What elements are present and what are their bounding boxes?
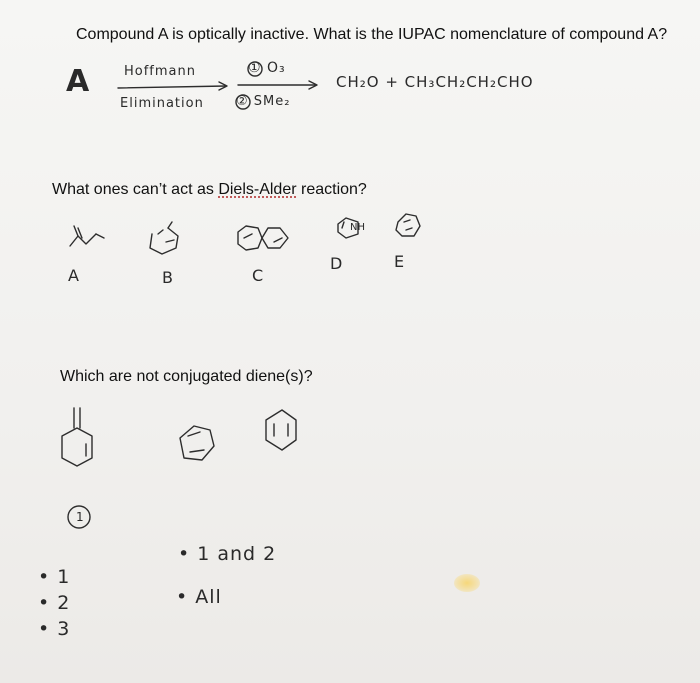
alkene-icon — [70, 226, 104, 246]
question-3-text: Which are not conjugated diene(s)? — [60, 368, 313, 385]
structure-label-b: B — [162, 268, 174, 287]
reaction-products: CH₂O + CH₃CH₂CH₂CHO — [336, 73, 534, 91]
circled-number-icon — [68, 506, 90, 528]
fused-ring-icon — [238, 226, 288, 250]
structure-label-c: C — [252, 266, 265, 285]
structure-label-e: E — [394, 252, 406, 271]
reagent-elimination: Elimination — [120, 96, 204, 111]
answer-option-1: • 1 — [38, 566, 71, 588]
cyclohexadiene-icon — [180, 426, 214, 460]
circle-two-icon — [236, 95, 250, 109]
cyclic-diene-icon — [150, 222, 178, 254]
reagent-hoffmann: Hoffmann — [124, 64, 196, 79]
structure-label-a: A — [68, 266, 80, 285]
compound-a-label: A — [66, 64, 90, 99]
cycloheptatriene-icon — [396, 214, 420, 236]
answer-option-1-and-2: • 1 and 2 — [178, 543, 277, 565]
diels-alder-term: Diels-Alder — [218, 181, 297, 198]
question-2-text-end: reaction? — [296, 181, 367, 198]
reagent-dimethyl-sulfide: ② SMe₂ — [236, 94, 291, 109]
isolated-diene-ring-icon — [266, 410, 296, 450]
structure-label-d: D — [330, 254, 344, 273]
answer-option-3: • 3 — [38, 618, 71, 640]
answer-option-2: • 2 — [38, 592, 71, 614]
question-1-text: Compound A is optically inactive. What is the IUPAC nomenclature of compound A? — [76, 26, 668, 43]
pyrrole-ring-icon — [338, 218, 358, 238]
circle-one-icon — [248, 62, 262, 76]
question-2-text-start: What ones can’t act as — [52, 181, 219, 198]
reaction-arrow-2-icon — [238, 81, 317, 89]
methylenecyclohexene-icon — [62, 408, 92, 466]
reaction-arrow-1-icon — [118, 82, 227, 90]
reagent-ozone: ① O₃ — [248, 60, 286, 76]
nh-label: NH — [350, 222, 365, 233]
answer-option-all: • All — [176, 586, 222, 608]
circled-number-label: 1 — [76, 510, 84, 524]
